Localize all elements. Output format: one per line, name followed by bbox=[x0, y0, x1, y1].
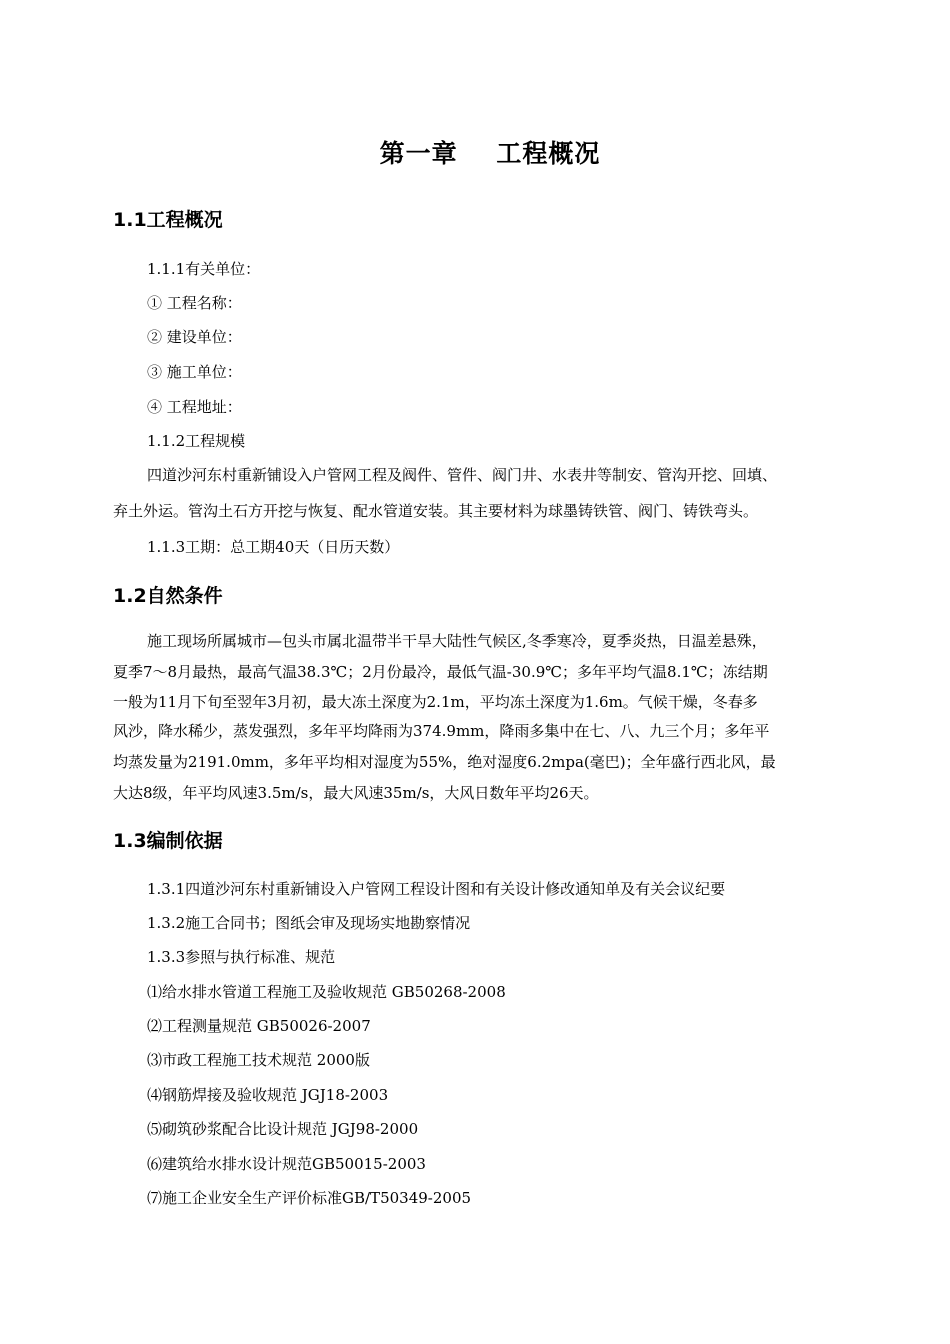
basis-standards-heading: 1.3.3参照与执行标准、规范 bbox=[147, 948, 336, 966]
chapter-title: 第一章 工程概况 bbox=[379, 139, 601, 168]
project-scale-text-line-2: 弃土外运。管沟土石方开挖与恢复、配水管道安装。其主要材料为球墨铸铁管、阀门、铸铁弯头。 bbox=[113, 502, 759, 520]
standard-item-2: ⑵工程测量规范 GB50026-2007 bbox=[147, 1017, 371, 1035]
natural-conditions-line-2: 夏季7～8月最热，最高气温38.3℃；2月份最冷，最低气温-30.9℃；多年平均气温8.1℃；冻结期 bbox=[113, 663, 768, 681]
section-heading-1-2: 1.2自然条件 bbox=[113, 585, 223, 607]
standard-item-6: ⑹建筑给水排水设计规范GB50015-2003 bbox=[147, 1155, 426, 1173]
natural-conditions-line-3: 一般为11月下旬至翌年3月初，最大冻土深度为2.1m，平均冻土深度为1.6m。气候干燥，冬春多 bbox=[113, 693, 758, 711]
natural-conditions-line-6: 大达8级，年平均风速3.5m/s，最大风速35m/s，大风日数年平均26天。 bbox=[113, 784, 599, 802]
construction-owner-line: ② 建设单位： bbox=[147, 328, 242, 346]
contractor-line: ③ 施工单位： bbox=[147, 363, 242, 381]
section-heading-1-3: 1.3编制依据 bbox=[113, 830, 223, 852]
standard-item-3: ⑶市政工程施工技术规范 2000版 bbox=[147, 1051, 370, 1069]
natural-conditions-line-5: 均蒸发量为2191.0mm，多年平均相对湿度为55%，绝对湿度6.2mpa(毫巴)；全年盛行西北风，最 bbox=[113, 753, 776, 771]
basis-design-drawings: 1.3.1四道沙河东村重新铺设入户管网工程设计图和有关设计修改通知单及有关会议纪要 bbox=[147, 880, 726, 898]
project-name-line: ① 工程名称： bbox=[147, 294, 242, 312]
standard-item-4: ⑷钢筋焊接及验收规范 JGJ18-2003 bbox=[147, 1086, 389, 1104]
subsection-schedule: 1.1.3工期：总工期40天（日历天数） bbox=[147, 538, 400, 556]
subsection-project-scale: 1.1.2工程规模 bbox=[147, 432, 246, 450]
project-scale-text-line-1: 四道沙河东村重新铺设入户管网工程及阀件、管件、阀门井、水表井等制安、管沟开挖、回填、 bbox=[147, 466, 778, 484]
natural-conditions-line-4: 风沙，降水稀少，蒸发强烈，多年平均降雨为374.9mm，降雨多集中在七、八、九三个月；多年平 bbox=[113, 722, 770, 740]
standard-item-7: ⑺施工企业安全生产评价标准GB/T50349-2005 bbox=[147, 1189, 472, 1207]
section-heading-1-1: 1.1工程概况 bbox=[113, 209, 223, 231]
natural-conditions-line-1: 施工现场所属城市—包头市属北温带半干旱大陆性气候区,冬季寒冷，夏季炎热，日温差悬殊， bbox=[147, 632, 767, 650]
project-address-line: ④ 工程地址： bbox=[147, 398, 242, 416]
standard-item-5: ⑸砌筑砂浆配合比设计规范 JGJ98-2000 bbox=[147, 1120, 419, 1138]
standard-item-1: ⑴给水排水管道工程施工及验收规范 GB50268-2008 bbox=[147, 983, 506, 1001]
subsection-related-units: 1.1.1有关单位： bbox=[147, 260, 261, 278]
basis-contract: 1.3.2施工合同书；图纸会审及现场实地勘察情况 bbox=[147, 914, 471, 932]
